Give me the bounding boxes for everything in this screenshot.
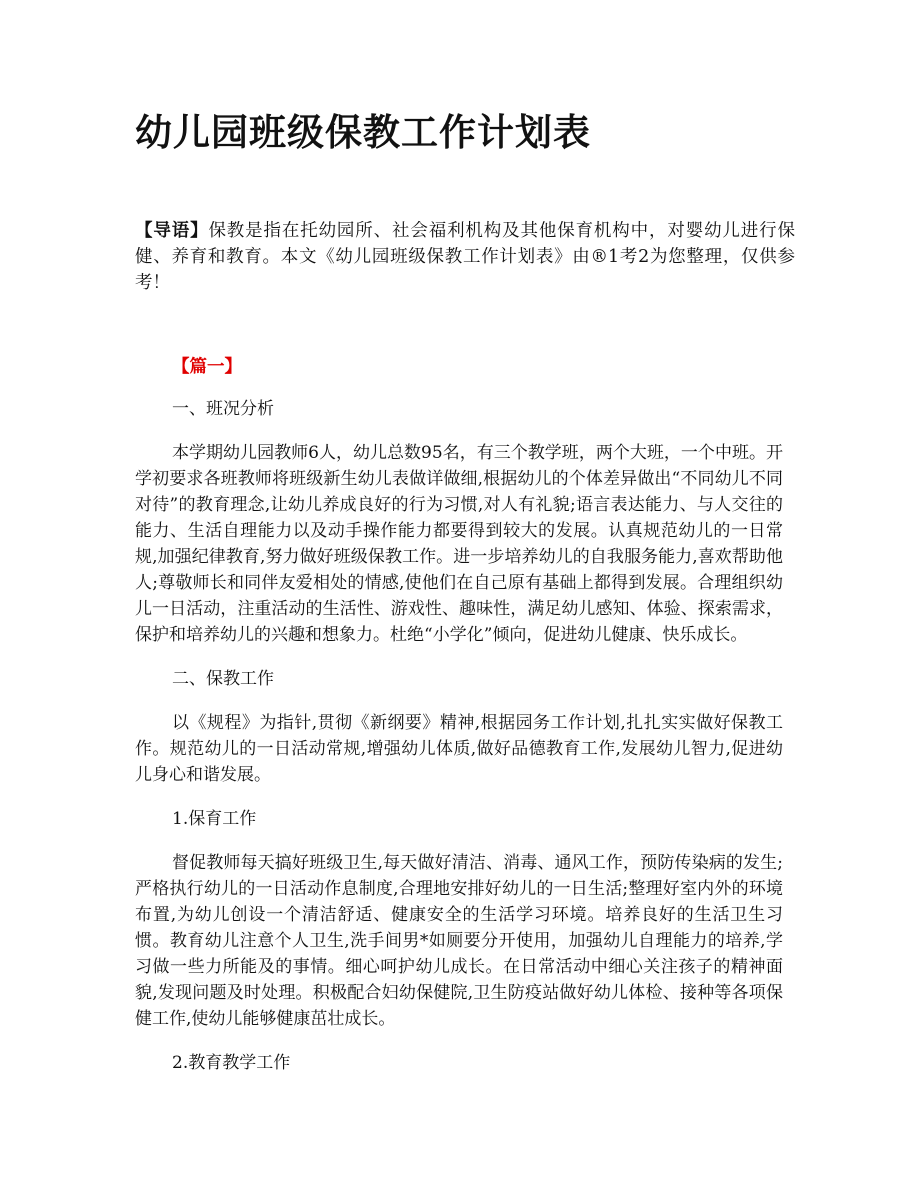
- section-tag: 【篇一】: [172, 357, 242, 377]
- document-title: 幼儿园班级保教工作计划表: [135, 111, 591, 154]
- intro-lead: 【导语】: [135, 221, 209, 241]
- subsection-heading: 2.教育教学工作: [172, 1053, 291, 1073]
- document-body: [135, 396, 783, 1094]
- subsection-heading: 1.保育工作: [172, 809, 257, 829]
- intro-paragraph: [135, 218, 795, 296]
- section-heading: 二、保教工作: [172, 669, 274, 689]
- body-paragraph: 本学期幼儿园教师6人，幼儿总数95名，有三个教学班，两个大班，一个中班。开学初要求各班教师将班级新生幼儿表做详做细,根据幼儿的个体差异做出“不同幼儿不同对待”的教育理念,让幼儿养成良好的行为习惯,对人有礼貌;语言表达能力、与人交往的能力、生活自理能力以及动手操作能力都要得到较大的发展。认真规范幼儿的一日常规,加强纪律教育,努力做好班级保教工作。进一步培养幼儿的自我服务能力,喜欢帮助他人;尊敬师长和同伴友爱相处的情感,使他们在自己原有基础上都得到发展。合理组织幼儿一日活动，注重活动的生活性、游戏性、趣味性，满足幼儿感知、体验、探索需求，保护和培养幼儿的兴趣和想象力。杜绝“小学化”倾向，促进幼儿健康、快乐成长。: [135, 443, 783, 645]
- body-paragraph: 督促教师每天搞好班级卫生,每天做好清洁、消毒、通风工作，预防传染病的发生;严格执行幼儿的一日活动作息制度,合理地安排好幼儿的一日生活;整理好室内外的环境布置,为幼儿创设一个清洁舒适、健康安全的生活学习环境。培养良好的生活卫生习惯。教育幼儿注意个人卫生,洗手间男*如厕要分开使用，加强幼儿自理能力的培养,学习做一些力所能及的事情。细心呵护幼儿成长。在日常活动中细心关注孩子的精神面貌,发现问题及时处理。积极配合妇幼保健院,卫生防疫站做好幼儿体检、接种等各项保健工作,使幼儿能够健康茁壮成长。: [135, 853, 783, 1029]
- section-heading: 一、班况分析: [172, 399, 274, 419]
- body-paragraph: 以《规程》为指针,贯彻《新纲要》精神,根据园务工作计划,扎扎实实做好保教工作。规范幼儿的一日活动常规,增强幼儿体质,做好品德教育工作,发展幼儿智力,促进幼儿身心和谐发展。: [135, 713, 783, 785]
- intro-text: 保教是指在托幼园所、社会福利机构及其他保育机构中，对婴幼儿进行保健、养育和教育。本文《幼儿园班级保教工作计划表》由®1考2为您整理，仅供参考！: [135, 221, 796, 293]
